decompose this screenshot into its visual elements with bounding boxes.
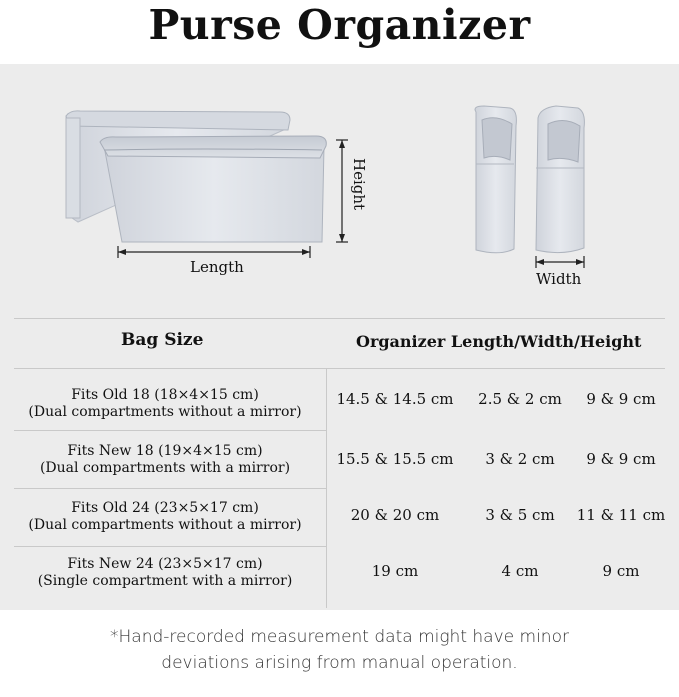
row-size-line1: Fits Old 18 (18×4×15 cm) — [71, 387, 259, 403]
organizer-side-left-shape — [475, 106, 516, 253]
row-size-line2: (Dual compartments without a mirror) — [28, 404, 302, 420]
row-4-length: 19 cm — [371, 562, 419, 580]
page-title: Purse Organizer — [148, 1, 531, 49]
row-rule — [14, 430, 326, 431]
disclaimer-line2: deviations arising from manual operation. — [161, 653, 518, 673]
row-size-line2: (Single compartment with a mirror) — [37, 573, 293, 589]
length-label: Length — [190, 258, 244, 276]
row-rule — [14, 488, 326, 489]
row-4-width: 4 cm — [501, 562, 539, 580]
row-size-line1: Fits Old 24 (23×5×17 cm) — [71, 500, 259, 516]
row-3-width: 3 & 5 cm — [485, 506, 555, 524]
disclaimer-line1: *Hand-recorded measurement data might have minor — [110, 627, 569, 647]
measurement-disclaimer — [0, 624, 679, 676]
product-illustration — [0, 64, 679, 314]
organizer-front-shape — [100, 136, 326, 242]
row-2-height: 9 & 9 cm — [586, 450, 656, 468]
row-rule — [14, 546, 326, 547]
width-arrow — [536, 256, 584, 268]
table-top-rule — [14, 318, 665, 319]
organizer-side-right-shape — [536, 106, 584, 253]
height-label: Height — [350, 158, 368, 211]
row-1-length: 14.5 & 14.5 cm — [336, 390, 454, 408]
row-size-line2: (Dual compartments with a mirror) — [39, 460, 291, 476]
table-row-2-size — [0, 443, 330, 477]
spec-panel — [0, 64, 679, 610]
length-arrow — [118, 246, 310, 258]
row-2-length: 15.5 & 15.5 cm — [336, 450, 454, 468]
height-arrow — [336, 140, 348, 242]
row-1-width: 2.5 & 2 cm — [478, 390, 562, 408]
width-label: Width — [536, 270, 582, 288]
row-2-width: 3 & 2 cm — [485, 450, 555, 468]
table-row-1-size — [0, 387, 330, 421]
table-row-4-size — [0, 556, 330, 590]
row-3-height: 11 & 11 cm — [576, 506, 666, 524]
row-4-height: 9 cm — [602, 562, 640, 580]
row-3-length: 20 & 20 cm — [350, 506, 440, 524]
row-size-line2: (Dual compartments without a mirror) — [28, 517, 302, 533]
row-size-line1: Fits New 18 (19×4×15 cm) — [67, 443, 263, 459]
header-bag-size: Bag Size — [121, 330, 204, 350]
row-size-line1: Fits New 24 (23×5×17 cm) — [67, 556, 263, 572]
header-organizer-dimensions: Organizer Length/Width/Height — [356, 332, 642, 351]
row-rule-blank — [327, 430, 665, 431]
row-1-height: 9 & 9 cm — [586, 390, 656, 408]
table-header-rule — [14, 368, 665, 369]
table-row-3-size — [0, 500, 330, 534]
